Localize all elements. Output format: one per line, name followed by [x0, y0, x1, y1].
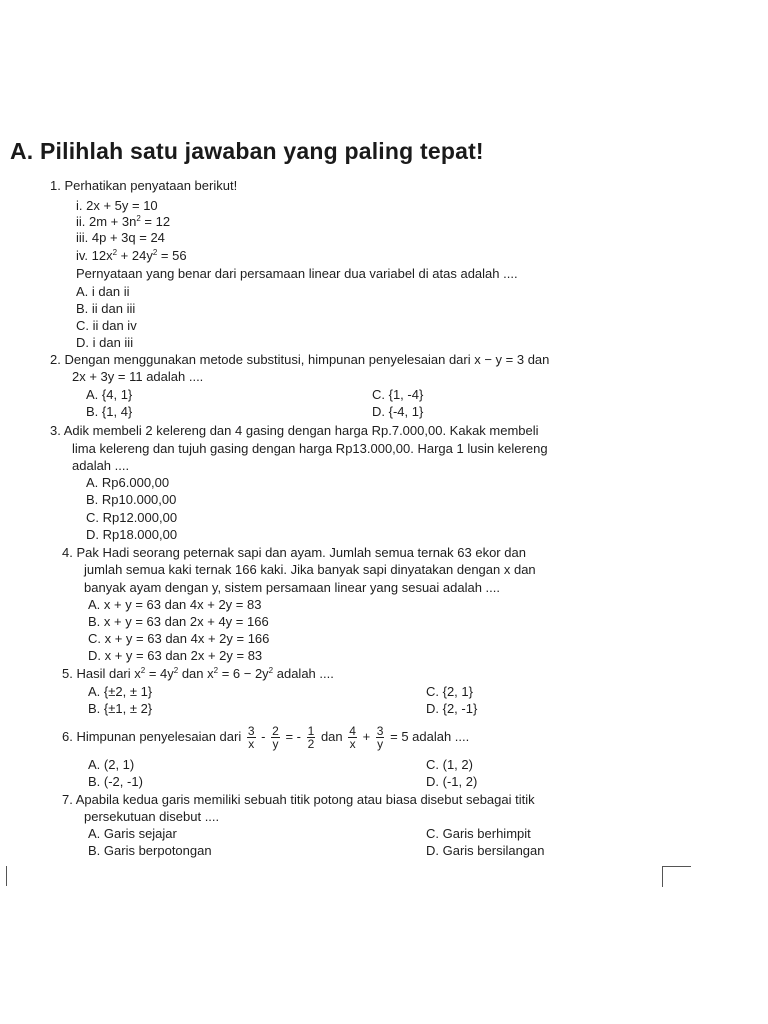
section-heading: A. Pilihlah satu jawaban yang paling tepat! — [10, 138, 484, 164]
q1-prompt: Pernyataan yang benar dari persamaan linear dua variabel di atas adalah .... — [76, 266, 518, 281]
fraction-3-over-y: $\frac{3}{y}$ — [376, 724, 384, 752]
question-2-stem-line-1: 2. Dengan menggunakan metode substitusi, himpunan penyelesaian dari x − y = 3 dan — [50, 352, 550, 367]
q1-option-b[interactable]: B. ii dan iii — [76, 301, 136, 316]
q1-option-d[interactable]: D. i dan iii — [76, 335, 134, 350]
q5-option-a[interactable]: A. {±2, ± 1} — [88, 684, 153, 699]
question-7-stem-line-1: 7. Apabila kedua garis memiliki sebuah titik potong atau biasa disebut sebagai titik — [62, 792, 535, 807]
page-corner-mark-right — [662, 866, 691, 887]
question-3-stem-line-2: lima kelereng dan tujuh gasing dengan harga Rp13.000,00. Harga 1 lusin kelereng — [72, 441, 548, 456]
q6-option-c[interactable]: C. (1, 2) — [426, 757, 473, 772]
question-4-stem-line-3: banyak ayam dengan y, sistem persamaan linear yang sesuai adalah .... — [84, 580, 500, 595]
question-6-stem: 6. Himpunan penyelesaian dari $\frac{3}{x}$ - $\frac{2}{y}$ = - $\frac{1}{2}$ dan $\frac{4}{x}$ + $\frac{3}{y}$ = 5 adalah .... — [62, 724, 470, 752]
q3-option-a[interactable]: A. Rp6.000,00 — [86, 475, 170, 490]
q5-option-c[interactable]: C. {2, 1} — [426, 684, 473, 699]
q1-statement-i: i. 2x + 5y = 10 — [76, 198, 158, 213]
q4-option-c[interactable]: C. x + y = 63 dan 4x + 2y = 166 — [88, 631, 270, 646]
fraction-2-over-y: $\frac{2}{y}$ — [272, 724, 279, 752]
question-4-stem-line-1: 4. Pak Hadi seorang peternak sapi dan ayam. Jumlah semua ternak 63 ekor dan — [62, 545, 526, 560]
q4-option-b[interactable]: B. x + y = 63 dan 2x + 4y = 166 — [88, 614, 269, 629]
question-3-stem-line-1: 3. Adik membeli 2 kelereng dan 4 gasing dengan harga Rp.7.000,00. Kakak membeli — [50, 423, 539, 438]
q2-option-b[interactable]: B. {1, 4} — [86, 404, 133, 419]
fraction-3-over-x: $\frac{3}{x}$ — [247, 724, 255, 752]
q3-option-b[interactable]: B. Rp10.000,00 — [86, 492, 177, 507]
q6-option-d[interactable]: D. (-1, 2) — [426, 774, 478, 789]
q1-statement-ii: ii. $2m + 3n^2 = 12$ — [76, 214, 171, 229]
q1-option-c[interactable]: C. ii dan iv — [76, 318, 137, 333]
question-1-stem: 1. Perhatikan penyataan berikut! — [50, 178, 238, 193]
q7-option-b[interactable]: B. Garis berpotongan — [88, 843, 212, 858]
q2-option-d[interactable]: D. {-4, 1} — [372, 404, 424, 419]
q7-option-d[interactable]: D. Garis bersilangan — [426, 843, 545, 858]
q3-option-c[interactable]: C. Rp12.000,00 — [86, 510, 178, 525]
q7-option-c[interactable]: C. Garis berhimpit — [426, 826, 531, 841]
q6-option-b[interactable]: B. (-2, -1) — [88, 774, 143, 789]
q4-option-a[interactable]: A. x + y = 63 dan 4x + 2y = 83 — [88, 597, 262, 612]
q3-option-d[interactable]: D. Rp18.000,00 — [86, 527, 178, 542]
q2-option-a[interactable]: A. {4, 1} — [86, 387, 133, 402]
q7-option-a[interactable]: A. Garis sejajar — [88, 826, 177, 841]
question-7-stem-line-2: persekutuan disebut .... — [84, 809, 220, 824]
fraction-4-over-x: $\frac{4}{x}$ — [349, 724, 356, 752]
question-3-stem-line-3: adalah .... — [72, 458, 130, 473]
q5-option-b[interactable]: B. {±1, ± 2} — [88, 701, 153, 716]
page-corner-mark-left — [6, 866, 7, 886]
question-2-stem-line-2: 2x + 3y = 11 adalah .... — [72, 369, 204, 384]
q1-statement-iv: iv. $12x^2 + 24y^2 = 56$ — [76, 248, 187, 263]
q1-statement-iii: iii. 4p + 3q = 24 — [76, 230, 165, 245]
question-5-stem: 5. Hasil dari $x^2 = 4y^2$ dan $x^2 = 6 - 2y^2$ adalah .... — [62, 666, 334, 681]
question-4-stem-line-2: jumlah semua kaki ternak 166 kaki. Jika banyak sapi dinyatakan dengan x dan — [84, 562, 536, 577]
q5-option-d[interactable]: D. {2, -1} — [426, 701, 478, 716]
fraction-1-over-2: $\frac{1}{2}$ — [307, 724, 315, 752]
q1-option-a[interactable]: A. i dan ii — [76, 284, 130, 299]
q4-option-d[interactable]: D. x + y = 63 dan 2x + 2y = 83 — [88, 648, 263, 663]
q6-option-a[interactable]: A. (2, 1) — [88, 757, 135, 772]
q2-option-c[interactable]: C. {1, -4} — [372, 387, 424, 402]
